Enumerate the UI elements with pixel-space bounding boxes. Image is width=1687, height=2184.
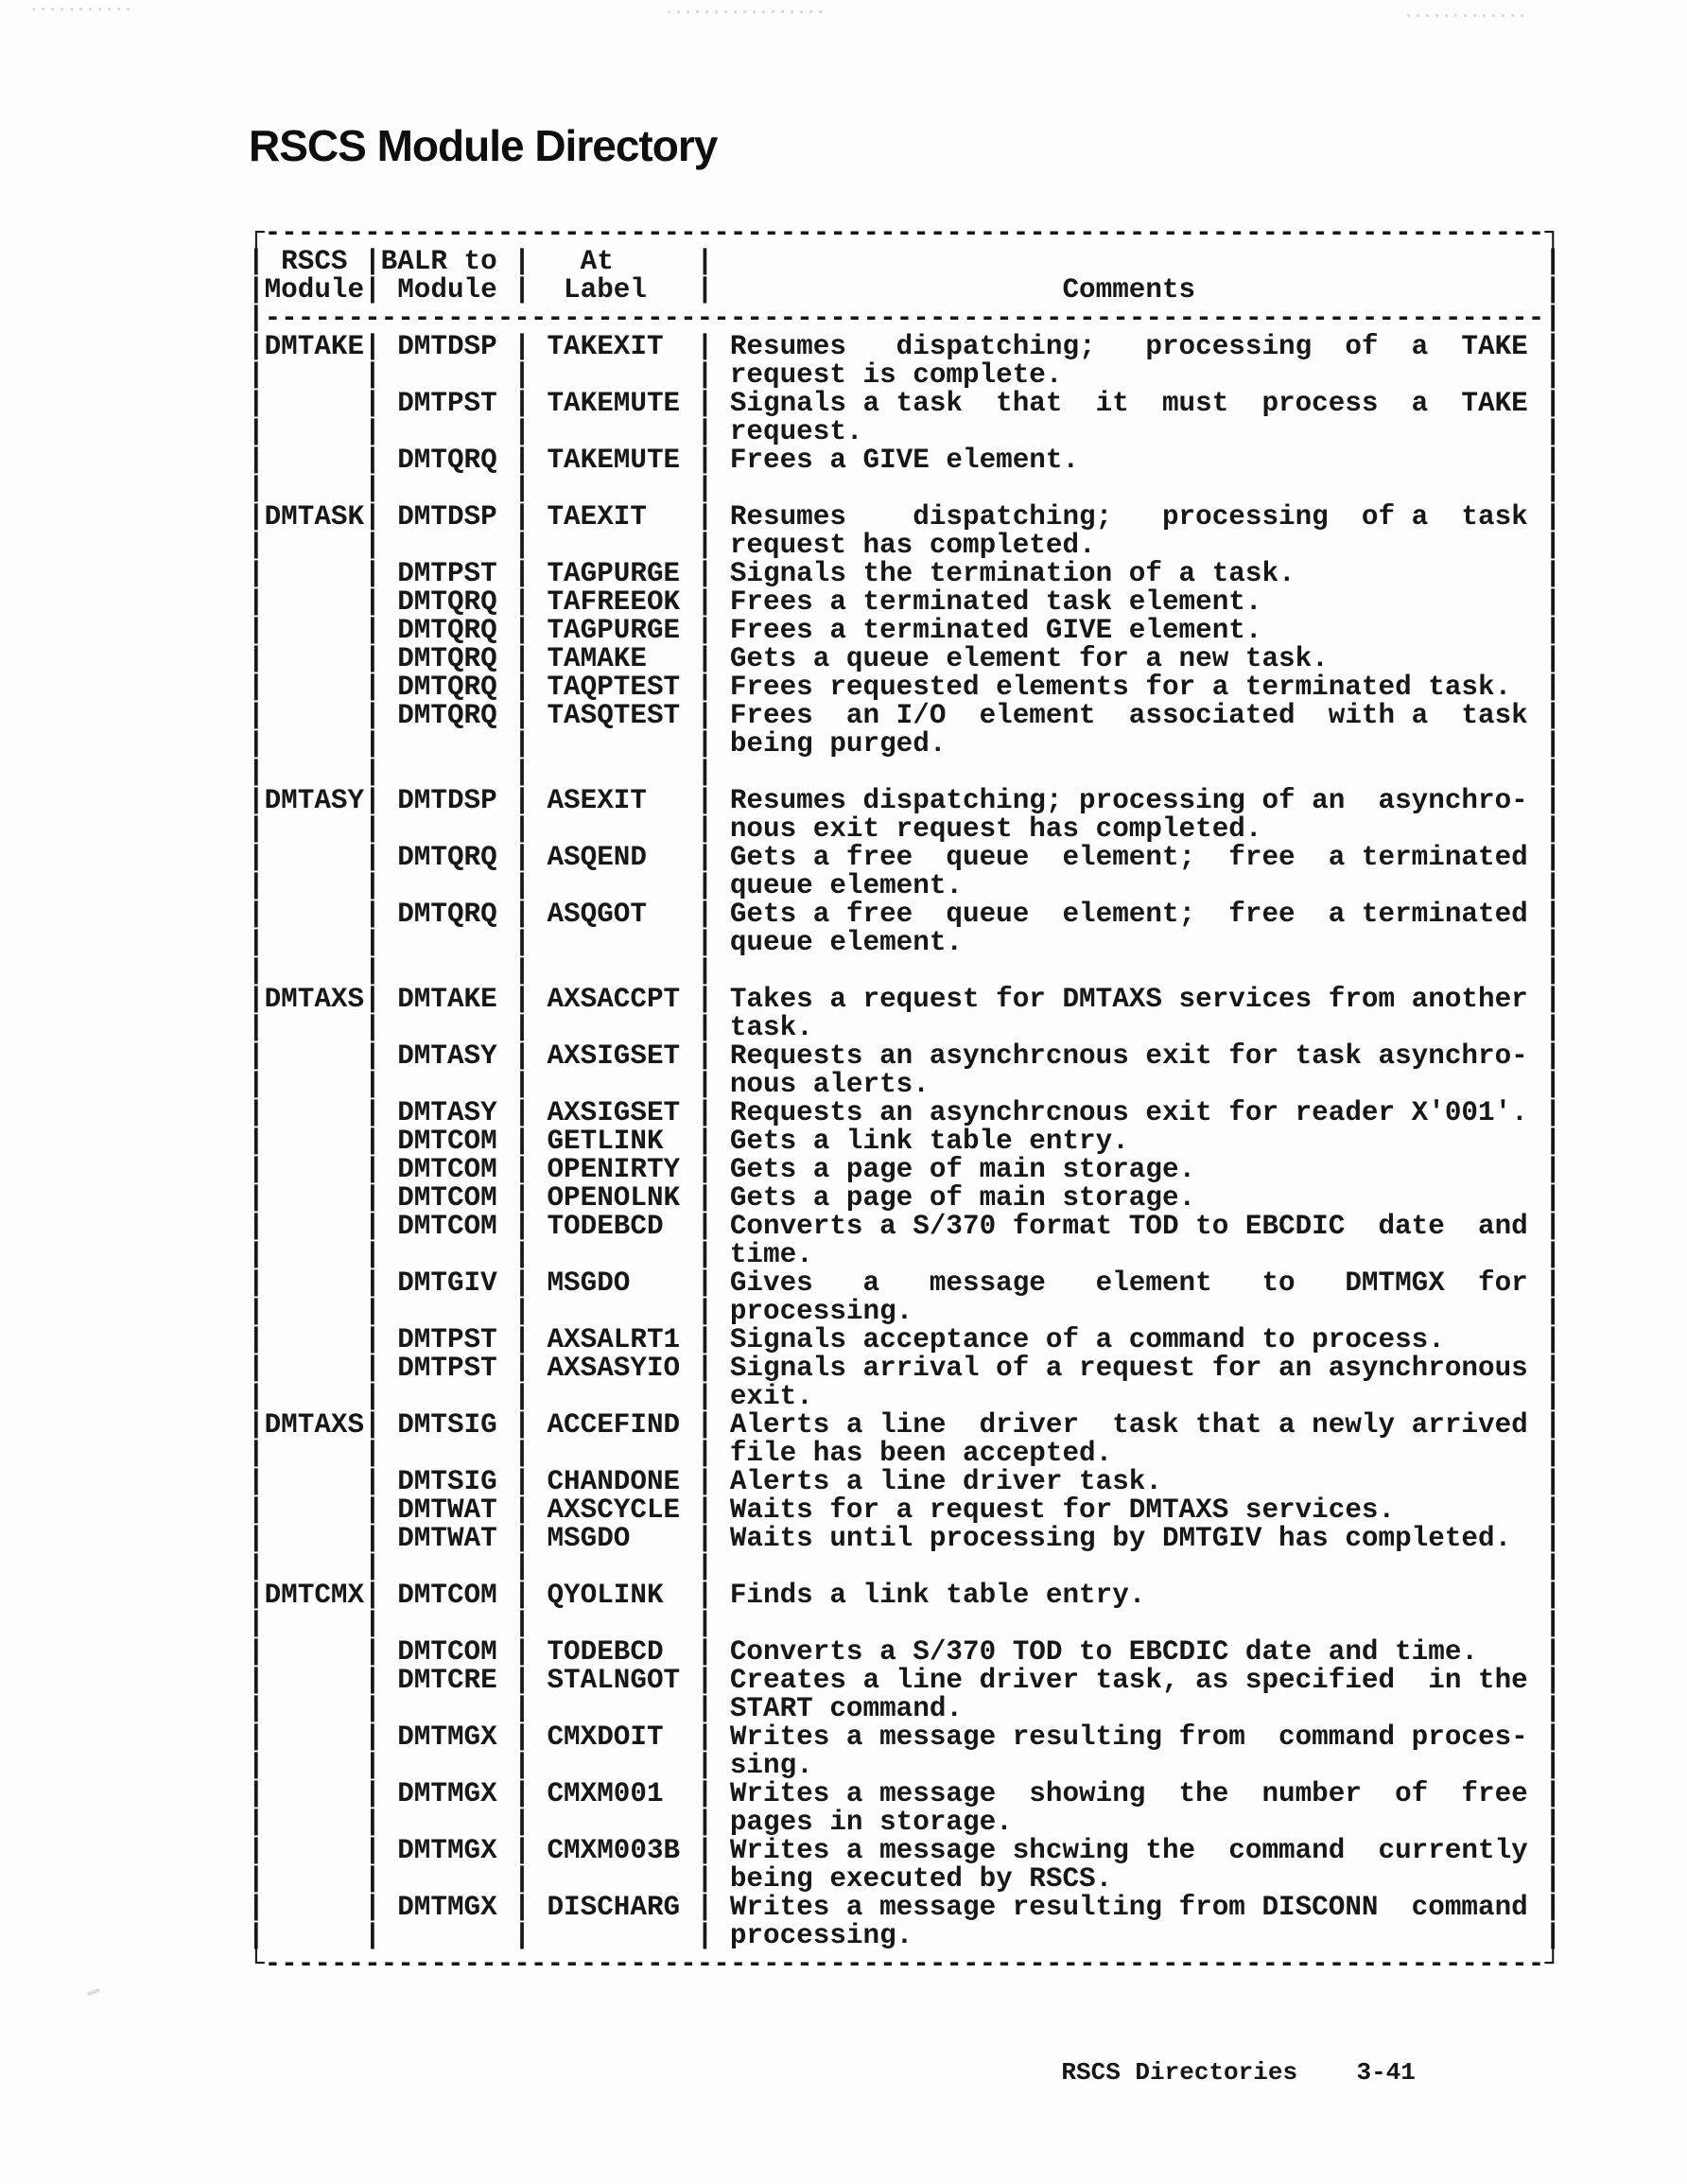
table-row: | | DMTQRQ | TAMAKE | Gets a queue element for a new task. | — [248, 643, 1561, 674]
footer-section-label: RSCS Directories — [1061, 2058, 1298, 2087]
table-row: | | DMTWAT | AXSCYCLE | Waits for a request for DMTAXS services. | — [248, 1494, 1561, 1526]
table-row: | | DMTPST | AXSASYIO | Signals arrival of a request for an asynchronous | — [248, 1353, 1561, 1384]
table-row: | | DMTMGX | CMXM001 | Writes a message showing the number of free | — [248, 1778, 1561, 1809]
table-row: | | | | pages in storage. | — [248, 1807, 1561, 1838]
table-row: | | DMTMGX | DISCHARG | Writes a message resulting from DISCONN command | — [248, 1892, 1561, 1923]
table-row-spacer: | | | | | — [248, 473, 1561, 504]
table-row: | | | | request is complete. | — [248, 359, 1561, 391]
table-row: | | DMTASY | AXSIGSET | Requests an asynchrcnous exit for reader X'001'. | — [248, 1097, 1561, 1128]
module-directory-table — [248, 219, 1561, 1979]
table-row: |DMTAKE| DMTDSP | TAKEXIT | Resumes dispatching; processing of a TAKE | — [248, 331, 1561, 362]
table-row: | | | | time. | — [248, 1239, 1561, 1270]
table-row-spacer: | | | | | — [248, 1551, 1561, 1582]
table-row: | | DMTPST | AXSALRT1 | Signals acceptance of a command to process. | — [248, 1324, 1561, 1355]
table-border-bottom: └-----------------------------------------------------------------------------┘ — [248, 1948, 1561, 1980]
table-row: | | DMTGIV | MSGDO | Gives a message element to DMTMGX for | — [248, 1267, 1561, 1299]
table-row: | | | | being executed by RSCS. | — [248, 1863, 1561, 1895]
page-title: RSCS Module Directory — [249, 121, 718, 170]
scan-artifact — [32, 8, 136, 10]
table-row: | | DMTQRQ | TASQTEST | Frees an I/O element associated with a task | — [248, 700, 1561, 731]
table-row: | | | | nous alerts. | — [248, 1069, 1561, 1100]
table-row: | | | | processing. | — [248, 1920, 1561, 1951]
table-row: | | | | request has completed. | — [248, 530, 1561, 561]
table-row-spacer: | | | | | — [248, 757, 1561, 788]
table-row: | | | | file has been accepted. | — [248, 1438, 1561, 1469]
table-row: | | | | queue element. | — [248, 927, 1561, 958]
table-row: | | | | exit. | — [248, 1381, 1561, 1412]
table-row: | | | | queue element. | — [248, 870, 1561, 901]
table-row: | | DMTCOM | TODEBCD | Converts a S/370 format TOD to EBCDIC date and | — [248, 1211, 1561, 1242]
scan-artifact — [87, 1988, 101, 1997]
table-row: | | | | nous exit request has completed. | — [248, 813, 1561, 845]
table-row: | | | | being purged. | — [248, 728, 1561, 760]
table-row: | | DMTPST | TAGPURGE | Signals the termination of a task. | — [248, 558, 1561, 589]
scan-artifact — [668, 10, 828, 13]
table-header-separator: |-----------------------------------------------------------------------------| — [248, 303, 1561, 334]
table-row: | | | | sing. | — [248, 1750, 1561, 1781]
table-row: | | | | processing. | — [248, 1296, 1561, 1327]
table-row: |DMTAXS| DMTSIG | ACCEFIND | Alerts a line driver task that a newly arrived | — [248, 1409, 1561, 1441]
table-row: | | DMTCOM | TODEBCD | Converts a S/370 TOD to EBCDIC date and time. | — [248, 1636, 1561, 1668]
table-row: | | | | START command. | — [248, 1693, 1561, 1724]
table-row: | | | | task. | — [248, 1012, 1561, 1043]
page-footer — [1002, 2030, 1416, 2115]
table-row-spacer: | | | | | — [248, 1608, 1561, 1639]
table-row-spacer: | | | | | — [248, 955, 1561, 987]
table-border-top: ┌-----------------------------------------------------------------------------┐ — [248, 218, 1561, 249]
table-header-line: | RSCS |BALR to | At | | — [248, 246, 1561, 277]
table-row: | | DMTQRQ | ASQGOT | Gets a free queue element; free a terminated | — [248, 899, 1561, 930]
table-row: |DMTAXS| DMTAKE | AXSACCPT | Takes a request for DMTAXS services from another | — [248, 984, 1561, 1015]
table-row: | | DMTCOM | OPENIRTY | Gets a page of main storage. | — [248, 1154, 1561, 1185]
table-row: |DMTASY| DMTDSP | ASEXIT | Resumes dispatching; processing of an asynchro- | — [248, 785, 1561, 816]
table-row: |DMTCMX| DMTCOM | QYOLINK | Finds a link table entry. | — [248, 1580, 1561, 1611]
table-row: | | DMTCOM | GETLINK | Gets a link table entry. | — [248, 1126, 1561, 1157]
table-row: | | DMTWAT | MSGDO | Waits until processing by DMTGIV has completed. | — [248, 1523, 1561, 1554]
table-row: | | DMTQRQ | ASQEND | Gets a free queue element; free a terminated | — [248, 842, 1561, 873]
scan-artifact — [1407, 14, 1530, 17]
table-row: | | DMTMGX | CMXDOIT | Writes a message resulting from command proces- | — [248, 1721, 1561, 1753]
table-row: | | DMTASY | AXSIGSET | Requests an asynchrcnous exit for task asynchro- | — [248, 1040, 1561, 1072]
table-row: | | | | request. | — [248, 416, 1561, 447]
table-row: |DMTASK| DMTDSP | TAEXIT | Resumes dispatching; processing of a task | — [248, 501, 1561, 533]
footer-page-number: 3-41 — [1356, 2058, 1416, 2087]
table-row: | | DMTCRE | STALNGOT | Creates a line driver task, as specified in the | — [248, 1665, 1561, 1696]
table-row: | | DMTQRQ | TAGPURGE | Frees a terminated GIVE element. | — [248, 615, 1561, 646]
table-row: | | DMTMGX | CMXM003B | Writes a message shcwing the command currently | — [248, 1835, 1561, 1866]
table-row: | | DMTQRQ | TAKEMUTE | Frees a GIVE element. | — [248, 445, 1561, 476]
table-row: | | DMTCOM | OPENOLNK | Gets a page of main storage. | — [248, 1182, 1561, 1214]
table-header-line: |Module| Module | Label | Comments | — [248, 274, 1561, 306]
table-row: | | DMTQRQ | TAQPTEST | Frees requested elements for a terminated task. | — [248, 672, 1561, 703]
table-row: | | DMTQRQ | TAFREEOK | Frees a terminated task element. | — [248, 586, 1561, 618]
table-row: | | DMTPST | TAKEMUTE | Signals a task that it must process a TAKE | — [248, 388, 1561, 419]
table-row: | | DMTSIG | CHANDONE | Alerts a line driver task. | — [248, 1466, 1561, 1497]
